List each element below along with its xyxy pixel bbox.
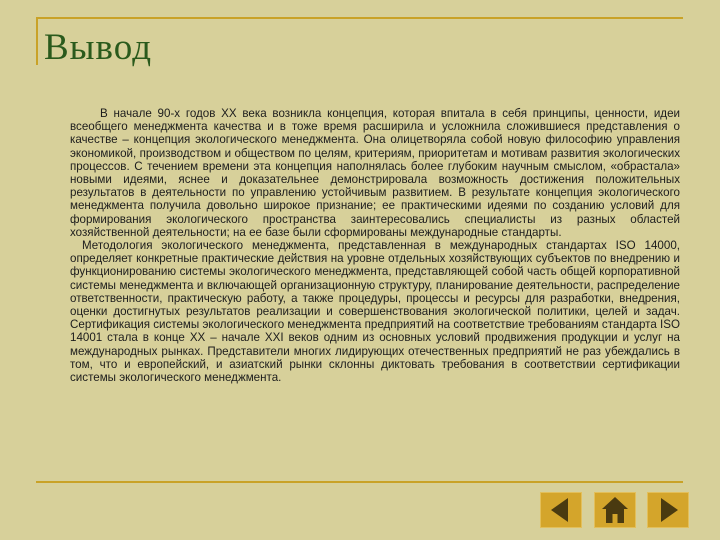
home-icon xyxy=(595,493,635,527)
triangle-left-icon xyxy=(541,493,581,527)
slide-title: Вывод xyxy=(44,27,153,68)
slide-body xyxy=(70,107,680,384)
triangle-right-icon xyxy=(648,493,688,527)
home-button[interactable] xyxy=(594,492,636,528)
next-slide-button[interactable] xyxy=(647,492,689,528)
left-divider xyxy=(36,17,38,65)
body-paragraph-1: В начале 90-х годов XX века возникла концепция, которая впитала в себя принципы, ценности, идеи всеобщего менеджмента качества и в тоже время расширила и усложнила сложившиеся представления о качестве – концепция экологического менеджмента. Она олицетворяла собой новую философию управления экономикой, производством и обществом по целям, критериям, приоритетам и мотивам развития экологических процессов. С течением времени эта концепция наполнялась более глубоким научным смыслом, «обрастала» новыми идеями, яснее и доказательнее демонстрировала возможность достижения положительных результатов в деятельности по управлению устойчивым развитием. В результате концепция экологического менеджмента получила довольно широкое признание; ее практическими идеями по созданию условий для формирования экологического пространства заинтересовались специалисты из разных областей хозяйственной деятельности; на ее базе были сформированы международные стандарты. xyxy=(70,107,680,239)
bottom-divider xyxy=(36,481,683,483)
top-divider xyxy=(36,17,683,19)
body-paragraph-2: Методология экологического менеджмента, представленная в международных стандартах ISO 14000, определяет конкретные практические действия на уровне отдельных хозяйствующих субъектов по внедрению и функционированию системы экологического менеджмента, представляющей собой часть общей корпоративной системы менеджмента и включающей организационную структуру, планирование деятельности, распределение ответственности, практическую работу, а также процедуры, процессы и ресурсы для разработки, внедрения, оценки достигнутых результатов реализации и совершенствования экологической политики, целей и задач. Сертификация системы экологического менеджмента предприятий на соответствие требованиям стандарта ISO 14001 стала в конце XX – начале XXI веков одним из основных условий продвижения продукции и услуг на международных рынках. Представители многих лидирующих отечественных предприятий не раз убеждались в том, что и европейский, и азиатский рынки склонны диктовать требования в соответствии сертификации системы экологического менеджмента. xyxy=(70,239,680,385)
previous-slide-button[interactable] xyxy=(540,492,582,528)
